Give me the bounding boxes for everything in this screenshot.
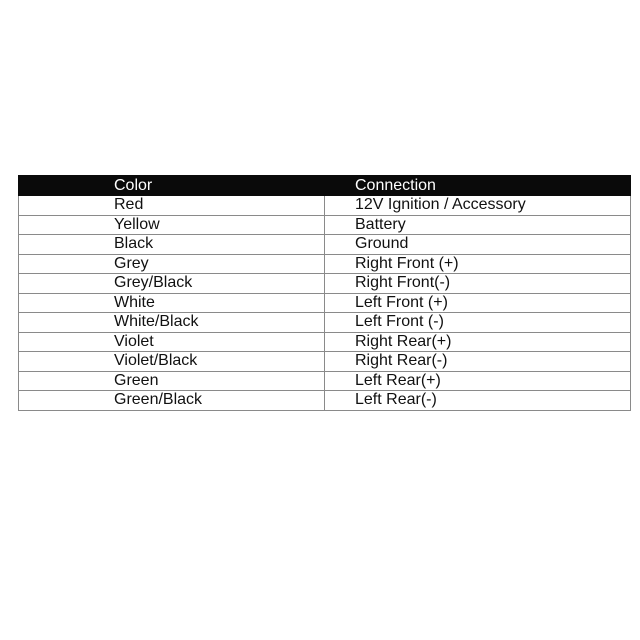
table-row — [19, 371, 631, 391]
connection-cell: 12V Ignition / Accessory — [325, 196, 631, 216]
table-row — [19, 196, 631, 216]
connection-cell: Ground — [325, 235, 631, 255]
connection-cell: Right Front (+) — [325, 254, 631, 274]
table-row — [19, 235, 631, 255]
wire-color-cell: Violet/Black — [19, 352, 325, 372]
wire-color-cell: Red — [19, 196, 325, 216]
wire-color-cell: Grey/Black — [19, 274, 325, 294]
connection-cell: Right Rear(+) — [325, 332, 631, 352]
wire-color-cell: Black — [19, 235, 325, 255]
header-color: Color — [19, 176, 325, 196]
wire-color-cell: White/Black — [19, 313, 325, 333]
table-row — [19, 215, 631, 235]
wire-color-cell: Yellow — [19, 215, 325, 235]
table-row — [19, 313, 631, 333]
header-row — [19, 176, 631, 196]
table-row — [19, 391, 631, 411]
connection-cell: Left Rear(-) — [325, 391, 631, 411]
header-connection: Connection — [325, 176, 631, 196]
table-row — [19, 254, 631, 274]
table-row — [19, 332, 631, 352]
connection-cell: Right Rear(-) — [325, 352, 631, 372]
wire-color-cell: Green — [19, 371, 325, 391]
connection-cell: Left Front (-) — [325, 313, 631, 333]
wire-color-table — [18, 175, 631, 411]
connection-cell: Left Rear(+) — [325, 371, 631, 391]
table-row — [19, 352, 631, 372]
connection-cell: Left Front (+) — [325, 293, 631, 313]
connection-cell: Right Front(-) — [325, 274, 631, 294]
wire-color-cell: White — [19, 293, 325, 313]
table-row — [19, 274, 631, 294]
wire-color-cell: Grey — [19, 254, 325, 274]
wire-color-cell: Violet — [19, 332, 325, 352]
table-row — [19, 293, 631, 313]
wire-color-cell: Green/Black — [19, 391, 325, 411]
connection-cell: Battery — [325, 215, 631, 235]
